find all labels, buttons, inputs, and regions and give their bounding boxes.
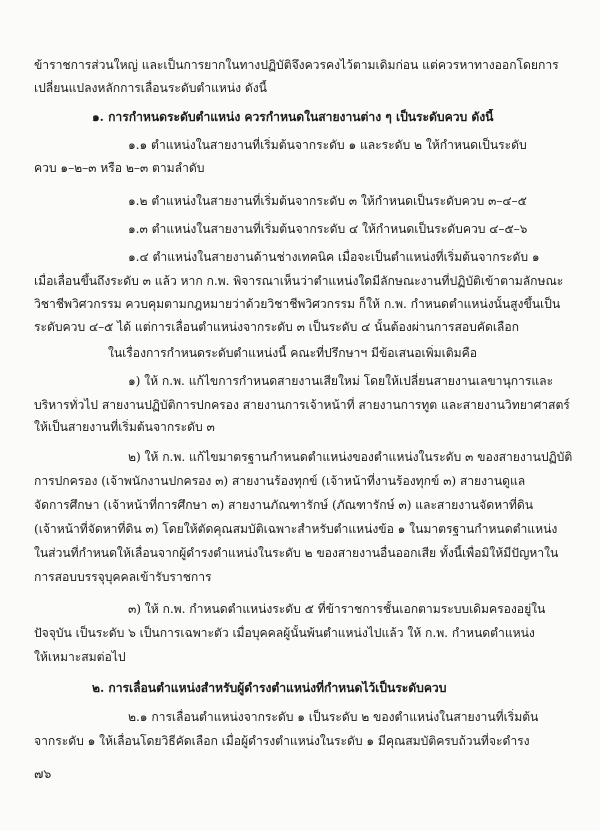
text-line: ๑.๑ ตำแหน่งในสายงานที่เริ่มต้นจากระดับ ๑ และระดับ ๒ ให้กำหนดเป็นระดับ: [128, 138, 527, 152]
text-line: ๒) ให้ ก.พ. แก้ไขมาตรฐานกำหนดตำแหน่งของตำแหน่งในระดับ ๓ ของสายงานปฏิบัติ: [128, 450, 573, 464]
section-heading: ๑. การกำหนดระดับตำแหน่ง ควรกำหนดในสายงานต่าง ๆ เป็นระดับควบ ดังนี้: [92, 110, 494, 124]
text-line: ๑.๒ ตำแหน่งในสายงานที่เริ่มต้นจากระดับ ๓ ให้กำหนดเป็นระดับควบ ๓–๔–๕: [128, 194, 527, 208]
text-line: ให้เหมาะสมต่อไป: [34, 650, 126, 664]
text-line: ๑) ให้ ก.พ. แก้ไขการกำหนดสายงานเสียใหม่ โดยให้เปลี่ยนสายงานเลขานุการและ: [128, 374, 554, 388]
text-line: ระดับควบ ๔–๕ ได้ แต่การเลื่อนตำแหน่งจากระดับ ๓ เป็นระดับ ๔ นั้นต้องผ่านการสอบคัดเลือก: [34, 320, 519, 334]
text-line: (เจ้าหน้าที่จัดหาที่ดิน ๓) โดยให้ตัดคุณสมบัติเฉพาะสำหรับตำแหน่งข้อ ๑ ในมาตรฐานกำหนดตำแหน่ง: [34, 522, 558, 536]
text-line: การสอบบรรจุบุคคลเข้ารับราชการ: [34, 570, 212, 584]
text-line: ปัจจุบัน เป็นระดับ ๖ เป็นการเฉพาะตัว เมื่อบุคคลผู้นั้นพ้นตำแหน่งไปแล้ว ให้ ก.พ. กำหนดตำแหน่ง: [34, 626, 535, 640]
text-line: วิชาชีพวิศวกรรม ควบคุมตามกฎหมายว่าด้วยวิชาชีพวิศวกรรม ก็ให้ ก.พ. กำหนดตำแหน่งนั้นสูงขึ้นเป็น: [34, 297, 561, 311]
text-line: ในส่วนที่กำหนดให้เลื่อนจากผู้ดำรงตำแหน่งในระดับ ๒ ของสายงานอื่นออกเสีย ทั้งนี้เพื่อมิให้มีปัญหาใน: [34, 546, 559, 560]
text-line: ข้าราชการส่วนใหญ่ และเป็นการยากในทางปฏิบัติจึงควรคงไว้ตามเดิมก่อน แต่ควรหาทางออกโดยการ: [34, 58, 559, 72]
text-line: เปลี่ยนแปลงหลักการเลื่อนระดับตำแหน่ง ดังนี้: [34, 81, 267, 95]
text-line: ให้เป็นสายงานที่เริ่มต้นจากระดับ ๓: [34, 420, 215, 434]
text-line: เมื่อเลื่อนขึ้นถึงระดับ ๓ แล้ว หาก ก.พ. พิจารณาเห็นว่าตำแหน่งใดมีลักษณะงานที่ปฏิบัติเข้าตามลักษณะ: [34, 274, 564, 288]
text-line: บริหารทั่วไป สายงานปฏิบัติการปกครอง สายงานการเจ้าหน้าที่ สายงานการทูต และสายงานวิทยาศาสตร์: [34, 398, 570, 412]
text-line: การปกครอง (เจ้าพนักงานปกครอง ๓) สายงานร้องทุกข์ (เจ้าหน้าที่งานร้องทุกข์ ๓) สายงานดูแล: [34, 474, 526, 488]
text-line: ในเรื่องการกำหนดระดับตำแหน่งนี้ คณะที่ปรึกษาฯ มีข้อเสนอเพิ่มเติมคือ: [108, 346, 477, 360]
text-line: ๑.๔ ตำแหน่งในสายงานด้านช่างเทคนิค เมื่อจะเป็นตำแหน่งที่เริ่มต้นจากระดับ ๑: [128, 250, 540, 264]
text-line: ๒.๑ การเลื่อนตำแหน่งจากระดับ ๑ เป็นระดับ ๒ ของตำแหน่งในสายงานที่เริ่มต้น: [128, 710, 539, 724]
section-heading: ๒. การเลื่อนตำแหน่งสำหรับผู้ดำรงตำแหน่งที่กำหนดไว้เป็นระดับควบ: [92, 681, 447, 695]
text-line: ๓) ให้ ก.พ. กำหนดตำแหน่งระดับ ๕ ที่ข้าราชการชั้นเอกตามระบบเดิมครองอยู่ใน: [128, 602, 546, 616]
text-line: จากระดับ ๑ ให้เลื่อนโดยวิธีคัดเลือก เมื่อผู้ดำรงตำแหน่งในระดับ ๑ มีคุณสมบัติครบถ้วนที่จะดำรง: [34, 734, 530, 748]
text-line: จัดการศึกษา (เจ้าหน้าที่การศึกษา ๓) สายงานภัณฑารักษ์ (ภัณฑารักษ์ ๓) และสายงานจัดหาที่ดิน: [34, 498, 534, 512]
page-number: ๗๖: [34, 766, 52, 781]
text-line: ๑.๓ ตำแหน่งในสายงานที่เริ่มต้นจากระดับ ๔ ให้กำหนดเป็นระดับควบ ๔–๕–๖: [128, 222, 528, 236]
text-line: ควบ ๑–๒–๓ หรือ ๒–๓ ตามลำดับ: [34, 161, 205, 175]
